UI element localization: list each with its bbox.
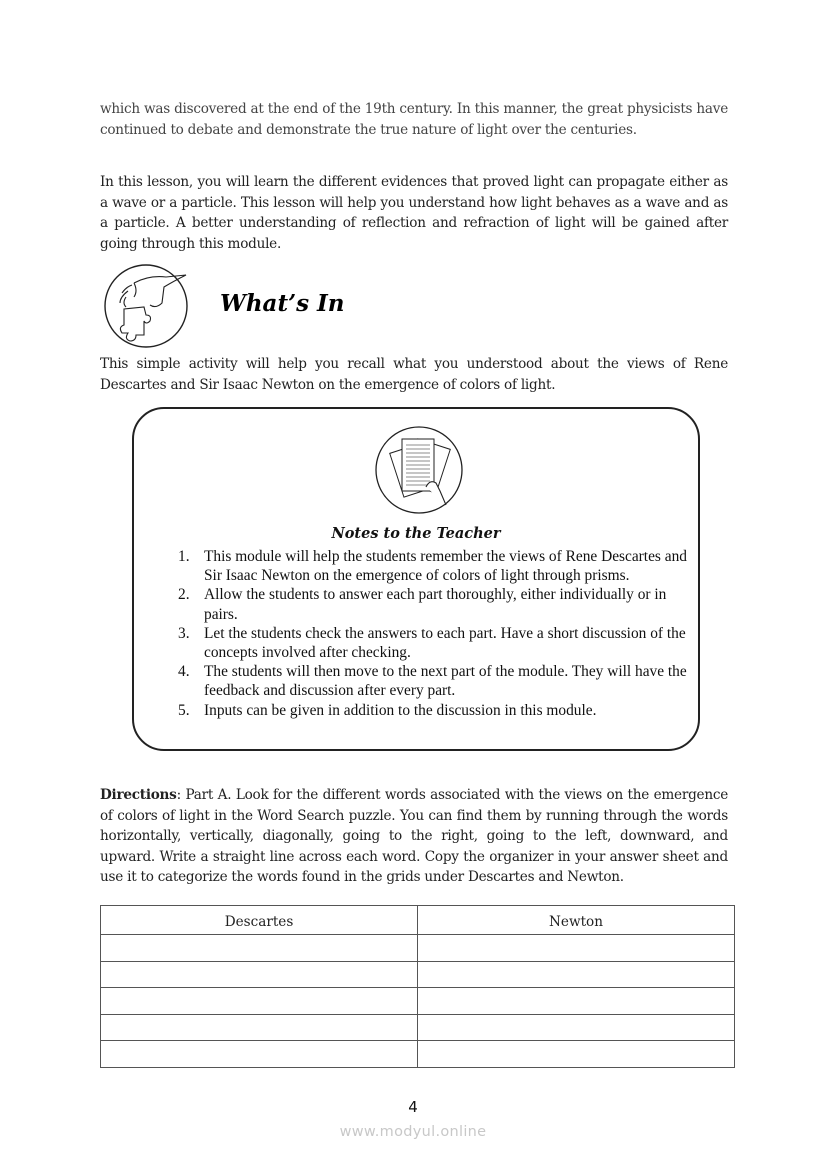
page-number: 4 bbox=[408, 1098, 418, 1116]
watermark: www.modyul.online bbox=[339, 1124, 487, 1140]
item-number: 3. bbox=[178, 624, 190, 642]
item-number: 2. bbox=[178, 586, 190, 604]
notes-list-item bbox=[178, 662, 698, 700]
item-text: Allow the students to answer each part thoroughly, either individually or in pairs. bbox=[204, 586, 667, 623]
notes-list-item bbox=[178, 624, 698, 662]
hand-holding-papers-icon bbox=[374, 425, 464, 515]
notes-list-item bbox=[178, 547, 698, 585]
lesson-overview-paragraph: In this lesson, you will learn the different evidences that proved light can propagate either as a wave or a particle. This lesson will help you understand how light behaves as a wave and as a particle. A better understanding of reflection and refraction of light will be gained after going through this module. bbox=[100, 174, 728, 252]
intro-paragraph-continued: which was discovered at the end of the 19th century. In this manner, the great physicists have continued to debate and demonstrate the true nature of light over the centuries. bbox=[100, 101, 728, 138]
item-number: 5. bbox=[178, 701, 190, 719]
item-text: Inputs can be given in addition to the discussion in this module. bbox=[204, 701, 597, 719]
item-text: The students will then move to the next part of the module. They will have the feedback and discussion after every part. bbox=[204, 663, 687, 700]
item-number: 4. bbox=[178, 663, 190, 681]
whats-in-description: This simple activity will help you recall what you understood about the views of Rene Descartes and Sir Isaac Newton on the emergence of colors of light. bbox=[100, 356, 728, 393]
notes-list-item bbox=[178, 701, 698, 720]
item-text: Let the students check the answers to each part. Have a short discussion of the concepts involved after checking. bbox=[204, 624, 686, 662]
section-title: What’s In bbox=[220, 290, 345, 317]
table-row bbox=[101, 988, 735, 1015]
table-header-row bbox=[101, 906, 735, 935]
newton-cell[interactable] bbox=[418, 988, 735, 1015]
notes-list-item bbox=[178, 585, 698, 623]
newton-cell[interactable] bbox=[418, 1014, 735, 1041]
descartes-cell[interactable] bbox=[101, 988, 418, 1015]
descartes-cell[interactable] bbox=[101, 961, 418, 988]
notes-list bbox=[178, 547, 698, 720]
table-row bbox=[101, 1014, 735, 1041]
descartes-cell[interactable] bbox=[101, 1014, 418, 1041]
directions-text: : Part A. Look for the different words associated with the views on the emergence of colors of light in the Word Search puzzle. You can find them by running through the words horizontally, vertically, diagonally, going to the right, going to the left, downward, and upward. Write a straight line across each word. Copy the organizer in your answer sheet and use it to categorize the words found in the grids under Descartes and Newton. bbox=[100, 787, 728, 886]
item-text: This module will help the students remember the views of Rene Descartes and Sir Isaac Newton on the emergence of colors of light through prisms. bbox=[204, 548, 687, 585]
descartes-cell[interactable] bbox=[101, 935, 418, 962]
column-header-descartes: Descartes bbox=[101, 906, 418, 935]
column-header-newton: Newton bbox=[418, 906, 735, 935]
table-row bbox=[101, 935, 735, 962]
descartes-cell[interactable] bbox=[101, 1041, 418, 1068]
table-row bbox=[101, 1041, 735, 1068]
newton-cell[interactable] bbox=[418, 935, 735, 962]
notes-title: Notes to the Teacher bbox=[331, 525, 501, 542]
newton-cell[interactable] bbox=[418, 961, 735, 988]
directions-label: Directions bbox=[100, 787, 177, 803]
newton-cell[interactable] bbox=[418, 1041, 735, 1068]
hand-puzzle-piece-icon bbox=[104, 263, 200, 349]
directions-paragraph bbox=[100, 785, 728, 888]
table-row bbox=[101, 961, 735, 988]
item-number: 1. bbox=[178, 548, 190, 565]
graphic-organizer-table bbox=[100, 905, 735, 1068]
notes-to-teacher-box bbox=[132, 407, 700, 751]
